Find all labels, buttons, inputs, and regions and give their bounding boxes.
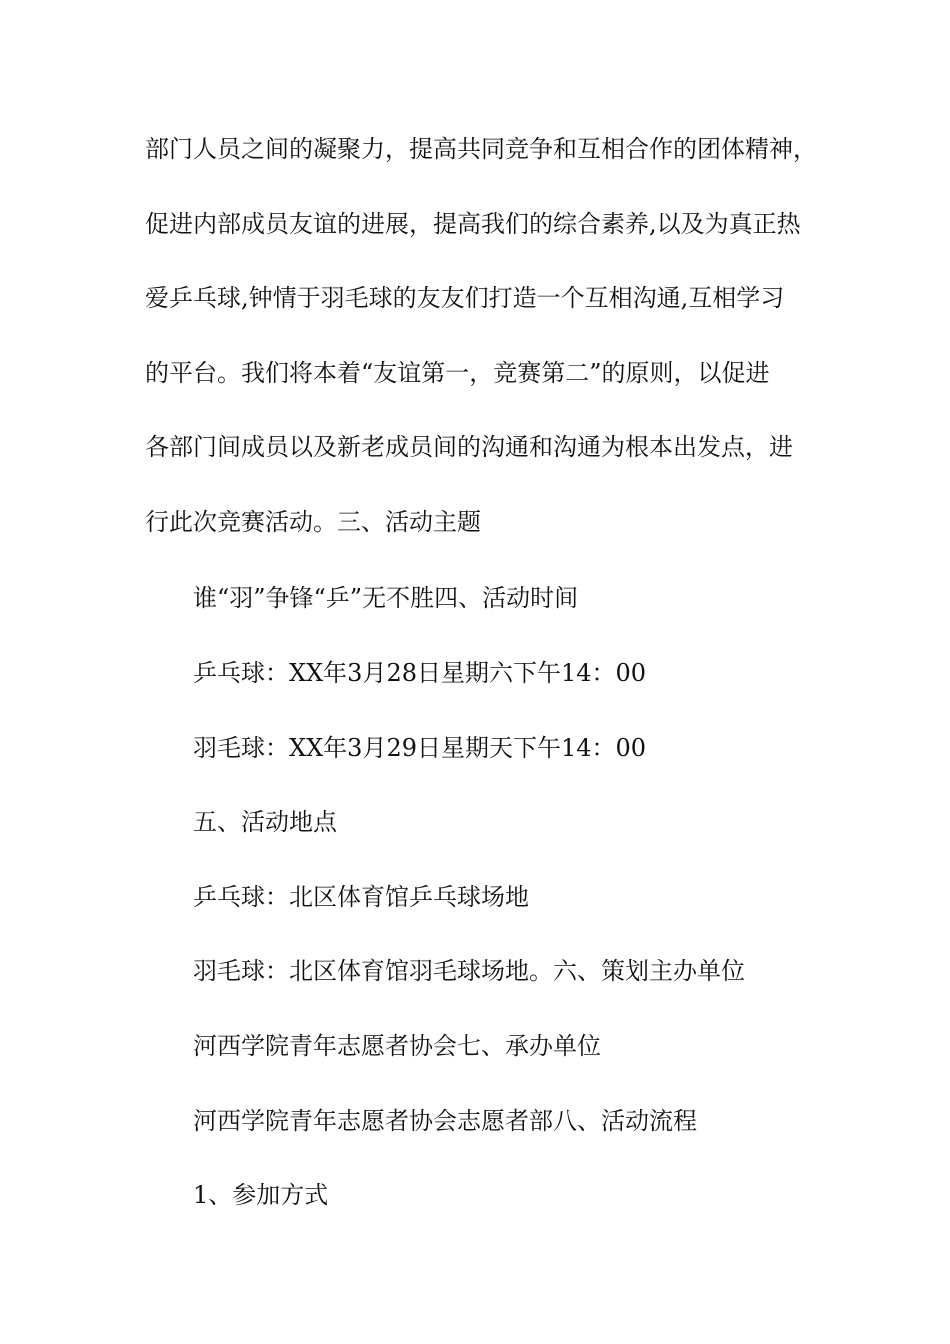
theme-line: 谁“羽”争锋“乒”无不胜四、活动时间 xyxy=(193,584,579,612)
organizer-line: 河西学院青年志愿者协会七、承办单位 xyxy=(193,1032,601,1060)
body-paragraph xyxy=(145,112,845,560)
venue-heading: 五、活动地点 xyxy=(193,808,337,836)
table-tennis-time-line: 乒乓球：XX年3月28日星期六下午14：00 xyxy=(193,659,647,687)
badminton-venue-line: 羽毛球：北区体育馆羽毛球场地。六、策划主办单位 xyxy=(193,957,745,985)
paragraph-line: 的平台。我们将本着“友谊第一，竞赛第二”的原则，以促进 xyxy=(145,358,770,387)
paragraph-line: 爱乒乓球,钟情于羽毛球的友友们打造一个互相沟通,互相学习 xyxy=(145,284,785,313)
paragraph-line: 促进内部成员友谊的进展，提高我们的综合素养,以及为真正热 xyxy=(145,209,801,238)
host-line: 河西学院青年志愿者协会志愿者部八、活动流程 xyxy=(193,1107,697,1135)
badminton-time-line: 羽毛球：XX年3月29日星期天下午14：00 xyxy=(193,734,647,762)
table-tennis-venue-line: 乒乓球：北区体育馆乒乓球场地 xyxy=(193,883,529,911)
paragraph-line: 各部门间成员以及新老成员间的沟通和沟通为根本出发点，进 xyxy=(145,433,793,462)
paragraph-line: 行此次竞赛活动。三、活动主题 xyxy=(145,507,481,536)
paragraph-line: 部门人员之间的凝聚力，提高共同竞争和互相合作的团体精神， xyxy=(145,135,817,163)
participation-heading: 1、参加方式 xyxy=(193,1181,329,1209)
